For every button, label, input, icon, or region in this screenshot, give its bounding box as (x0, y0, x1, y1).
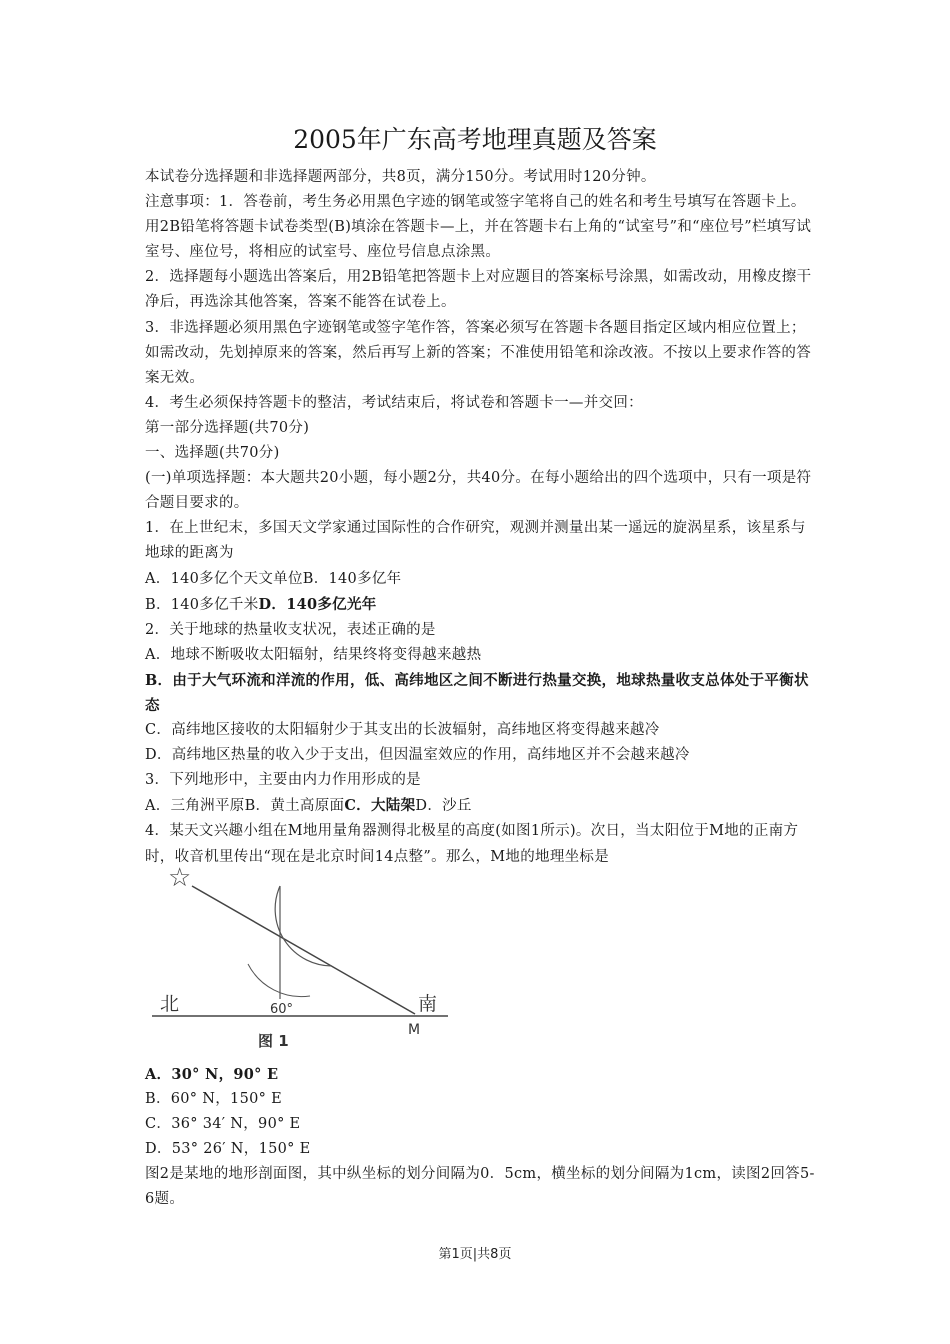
question-2-stem: 2．关于地球的热量收支状况，表述正确的是 (145, 621, 436, 638)
intro-line: 4．考生必须保持答题卡的整洁，考试结束后，将试卷和答题卡一—并交回： (145, 394, 643, 411)
intro-line: 注意事项：1．答卷前，考生务必用黑色字迹的钢笔或签字笔将自己的姓名和考生号填写在答题卡上。用2B铅笔将答题卡试卷类型(B)填涂在答题卡—上，并在答题卡右上角的“试室号”和“座位号”栏填写试室号、座位号，将相应的试室号、座位号信息点涂黑。 (145, 194, 812, 261)
intro-line: 本试卷分选择题和非选择题两部分，共8页，满分150分。考试用时120分钟。 (145, 169, 656, 185)
page-footer: 第1页|共8页 (438, 1247, 512, 1262)
section-description: (一)单项选择题：本大题共20小题，每小题2分，共40分。在每小题给出的四个选项中，只有一项是符合题目要求的。 (145, 470, 812, 512)
option-a: A．140多亿个天文单位 (145, 570, 303, 587)
option-d: D．沙丘 (415, 798, 472, 815)
north-label: 北 (160, 993, 180, 1015)
part-heading: 第一部分选择题(共70分) (145, 419, 310, 436)
sight-line (192, 886, 415, 1014)
option-d-answer: D．140多亿光年 (258, 595, 377, 613)
option-a: A．三角洲平原 (145, 798, 245, 815)
section-heading: 一、选择题(共70分) (145, 445, 280, 462)
exam-body (145, 165, 815, 870)
option-a: A．地球不断吸收太阳辐射，结果终将变得越来越热 (145, 646, 482, 663)
option-b: B．140多亿年 (302, 570, 402, 587)
angle-label: 60° (270, 1002, 294, 1017)
option-c: C．36° 34′ N，90° E (145, 1116, 301, 1133)
question-3-options (145, 793, 815, 819)
option-c: C．高纬地区接收的太阳辐射少于其支出的长波辐射，高纬地区将变得越来越冷 (145, 722, 660, 739)
option-d: D．53° 26′ N，150° E (145, 1141, 311, 1158)
figure-1 (150, 864, 450, 1059)
option-b-answer: B．由于大气环流和洋流的作用，低、高纬地区之间不断进行热量交换，地球热量收支总体处于平衡状态 (145, 671, 809, 714)
option-a-answer: A．30° N，90° E (145, 1066, 279, 1083)
page-title: 2005年广东高考地理真题及答案 (293, 125, 657, 154)
figure-caption: 图 1 (258, 1032, 289, 1050)
option-b: B．60° N，150° E (145, 1091, 282, 1108)
option-c-answer: C．大陆架 (344, 797, 416, 815)
option-d: D．高纬地区热量的收入少于支出，但因温室效应的作用，高纬地区并不会越来越冷 (145, 747, 690, 764)
question-1-stem: 1．在上世纪末，多国天文学家通过国际性的合作研究，观测并测量出某一遥远的旋涡星系，该星系与地球的距离为 (145, 520, 806, 562)
question-4-stem: 4．某天文兴趣小组在M地用量角器测得北极星的高度(如图1所示)。次日，当太阳位于M地的正南方时，收音机里传出“现在是北京时间14点整”。那么，M地的地理坐标是 (145, 823, 799, 865)
figure-1-diagram (150, 864, 450, 1059)
question-3-stem: 3．下列地形中，主要由内力作用形成的是 (145, 772, 421, 789)
question-1-options-cd (145, 592, 815, 618)
exam-body-continued (145, 1062, 815, 1213)
question-1-options-ab (145, 567, 815, 592)
figure-2-intro: 图2是某地的地形剖面图，其中纵坐标的划分间隔为0．5cm，横坐标的划分间隔为1cm，读图2回答5-6题。 (145, 1166, 815, 1208)
protractor-lower-arc (248, 964, 310, 997)
south-label: 南 (418, 993, 438, 1015)
point-m-label: M (408, 1022, 421, 1038)
intro-line: 3．非选择题必须用黑色字迹钢笔或签字笔作答，答案必须写在答题卡各题目指定区域内相应位置上；如需改动，先划掉原来的答案，然后再写上新的答案；不准使用铅笔和涂改液。不按以上要求作答的答案无效。 (145, 319, 811, 386)
intro-line: 2．选择题每小题选出答案后，用2B铅笔把答题卡上对应题目的答案标号涂黑，如需改动，用橡皮擦干净后，再选涂其他答案，答案不能答在试卷上。 (145, 269, 812, 311)
option-c: B．140多亿千米 (145, 596, 259, 613)
star-icon: ☆ (168, 864, 192, 893)
option-b: B．黄土高原面 (244, 798, 345, 815)
protractor-arc (275, 886, 332, 966)
